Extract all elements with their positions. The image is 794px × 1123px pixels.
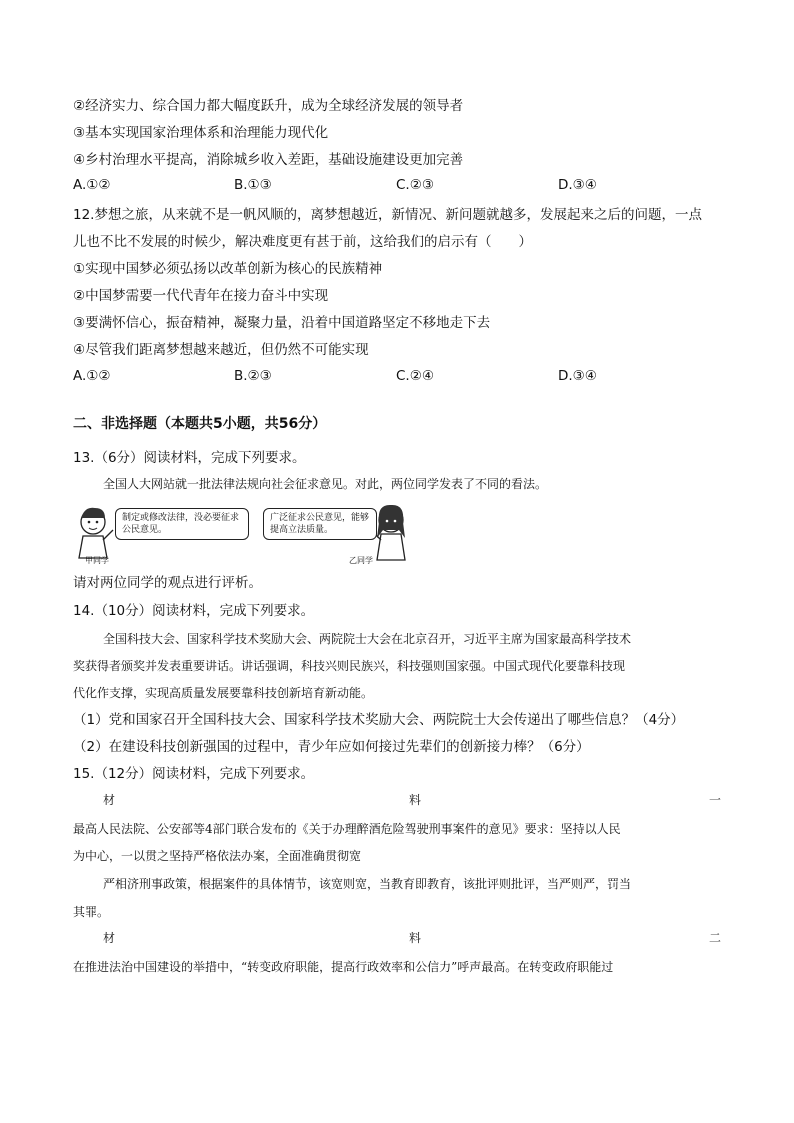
q14-material-line3: 代化作支撑，实现高质量发展要靠科技创新培育新动能。 [73, 686, 374, 700]
q12-stem-line1: 12.梦想之旅，从来就不是一帆风顺的，离梦想越近，新情况、新问题就越多，发展起来之后的问题，一点 [73, 207, 702, 223]
q15-material-2-line1: 在推进法治中国建设的举措中，“转变政府职能，提高行政效率和公信力”呼声最高。在转变政府职能过 [73, 960, 614, 974]
q15-material-1-label [73, 791, 721, 811]
q14-subquestion-2: （2）在建设科技创新强国的过程中，青少年应如何接过先辈们的创新接力棒？（6分） [73, 739, 590, 755]
q15-material-1-line2: 为中心，一以贯之坚持严格依法办案，全面准确贯彻宽 [73, 849, 362, 863]
q15-material-1-line4: 其罪。 [73, 905, 110, 919]
q12-choice-c[interactable]: C.②④ [396, 368, 434, 384]
caption-student-a: 甲同学 [85, 556, 109, 565]
q15-material-1-line3: 严相济刑事政策，根据案件的具体情节，该宽则宽，当教育即教育，该批评则批评，当严则严，罚当 [103, 877, 632, 891]
caption-student-b: 乙同学 [349, 556, 373, 565]
q15-material-2-label [73, 929, 721, 949]
label-char: 材 [103, 793, 116, 807]
q11-option-3: ③基本实现国家治理体系和治理能力现代化 [73, 125, 329, 141]
q12-option-4: ④尽管我们距离梦想越来越近，但仍然不可能实现 [73, 342, 369, 358]
q13-task: 请对两位同学的观点进行评析。 [73, 575, 262, 591]
q11-answer-choices [73, 177, 733, 197]
q11-option-2: ②经济实力、综合国力都大幅度跃升，成为全球经济发展的领导者 [73, 98, 464, 114]
q11-choice-a[interactable]: A.①② [73, 177, 111, 193]
q12-choice-a[interactable]: A.①② [73, 368, 111, 384]
label-char: 二 [708, 931, 721, 945]
label-char: 一 [708, 793, 721, 807]
label-char: 料 [409, 793, 422, 807]
q11-choice-c[interactable]: C.②③ [396, 177, 434, 193]
speech-bubble-b: 广泛征求公民意见，能够提高立法质量。 [263, 508, 377, 540]
label-char: 料 [409, 931, 422, 945]
label-char: 材 [103, 931, 116, 945]
q14-stem: 14.（10分）阅读材料，完成下列要求。 [73, 603, 315, 619]
section-title: 二、非选择题（本题共5小题，共56分） [73, 416, 327, 432]
q12-option-2: ②中国梦需要一代代青年在接力奋斗中实现 [73, 288, 329, 304]
q12-option-3: ③要满怀信心，振奋精神，凝聚力量，沿着中国道路坚定不移地走下去 [73, 315, 491, 331]
q12-choice-d[interactable]: D.③④ [558, 368, 597, 384]
q15-stem: 15.（12分）阅读材料，完成下列要求。 [73, 766, 315, 782]
q14-subquestion-1: （1）党和国家召开全国科技大会、国家科学技术奖励大会、两院院士大会传递出了哪些信息？（4分） [73, 712, 685, 728]
q13-material: 全国人大网站就一批法律法规向社会征求意见。对此，两位同学发表了不同的看法。 [103, 477, 548, 491]
q14-material-line2: 奖获得者颁奖并发表重要讲话。讲话强调，科技兴则民族兴，科技强则国家强。中国式现代化要靠科技现 [73, 659, 626, 673]
q13-stem: 13.（6分）阅读材料，完成下列要求。 [73, 450, 306, 466]
q12-stem-line2: 儿也不比不发展的时候少，解决难度更有甚于前，这给我们的启示有（ ） [73, 234, 532, 250]
q12-choice-b[interactable]: B.②③ [234, 368, 272, 384]
q12-option-1: ①实现中国梦必须弘扬以改革创新为核心的民族精神 [73, 261, 383, 277]
q12-answer-choices [73, 368, 733, 388]
q11-choice-d[interactable]: D.③④ [558, 177, 597, 193]
q11-choice-b[interactable]: B.①③ [234, 177, 272, 193]
q13-cartoon [73, 500, 413, 570]
speech-bubble-a: 制定或修改法律，没必要征求公民意见。 [115, 508, 249, 540]
q11-option-4: ④乡村治理水平提高，消除城乡收入差距，基础设施建设更加完善 [73, 152, 464, 168]
q14-material-line1: 全国科技大会、国家科学技术奖励大会、两院院士大会在北京召开，习近平主席为国家最高科学技术 [103, 632, 632, 646]
q15-material-1-line1: 最高人民法院、公安部等4部门联合发布的《关于办理醉酒危险驾驶刑事案件的意见》要求：坚持以人民 [73, 822, 621, 836]
